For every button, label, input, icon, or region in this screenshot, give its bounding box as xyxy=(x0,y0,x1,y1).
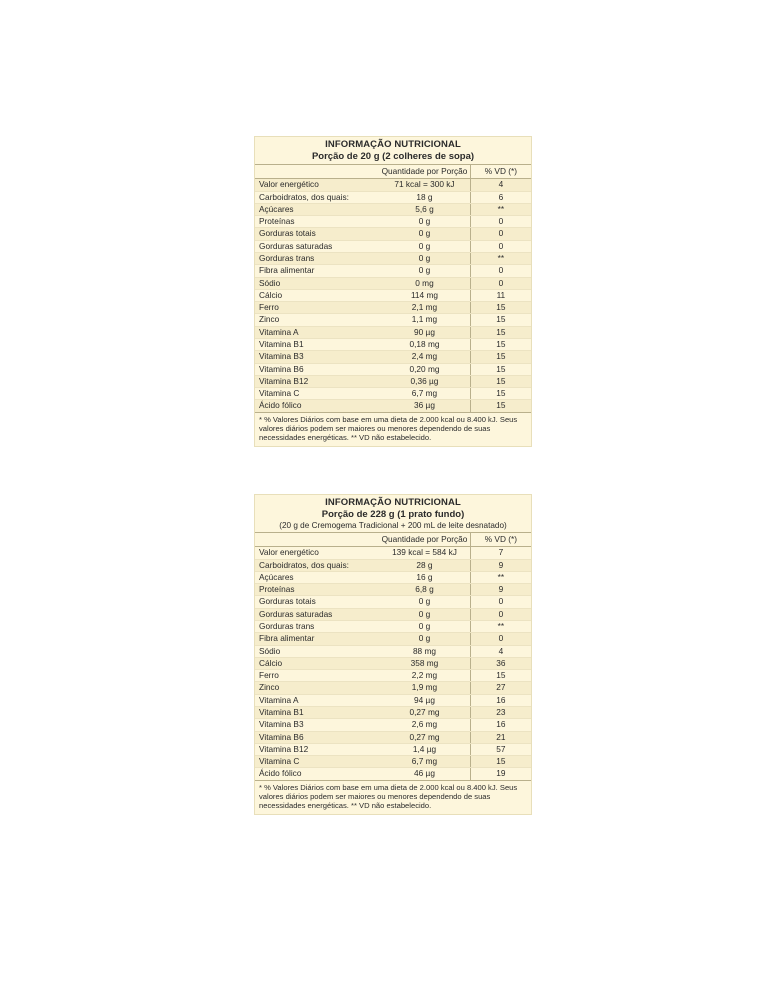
nutrient-amount: 16 g xyxy=(379,571,470,583)
nutrient-vd: 4 xyxy=(470,645,531,657)
header-daily-value: % VD (*) xyxy=(470,165,531,179)
table-row xyxy=(255,277,531,289)
nutrient-vd: ** xyxy=(470,252,531,264)
nutrient-amount: 1,1 mg xyxy=(379,314,470,326)
nutrient-amount: 0 g xyxy=(379,633,470,645)
nutrient-amount: 2,6 mg xyxy=(379,719,470,731)
nutrient-name: Fibra alimentar xyxy=(255,633,379,645)
table-header xyxy=(255,533,531,547)
nutrient-vd: 23 xyxy=(470,706,531,718)
nutrient-vd: 57 xyxy=(470,743,531,755)
table-row xyxy=(255,620,531,632)
table-row xyxy=(255,682,531,694)
nutrient-amount: 0,36 µg xyxy=(379,375,470,387)
nutrient-amount: 1,9 mg xyxy=(379,682,470,694)
nutrient-name: Vitamina B6 xyxy=(255,363,379,375)
nutrient-amount: 90 µg xyxy=(379,326,470,338)
nutrient-vd: 19 xyxy=(470,768,531,780)
nutrient-amount: 36 µg xyxy=(379,400,470,412)
table-row xyxy=(255,179,531,191)
nutrient-amount: 2,2 mg xyxy=(379,670,470,682)
nutrient-amount: 114 mg xyxy=(379,289,470,301)
nutrient-vd: 21 xyxy=(470,731,531,743)
panel-serving-composition: (20 g de Cremogema Tradicional + 200 mL de leite desnatado) xyxy=(255,520,531,533)
table-row xyxy=(255,400,531,412)
table-row xyxy=(255,608,531,620)
nutrient-vd: 36 xyxy=(470,657,531,669)
nutrient-name: Carboidratos, dos quais: xyxy=(255,191,379,203)
table-row xyxy=(255,694,531,706)
table-row xyxy=(255,571,531,583)
table-body xyxy=(255,547,531,780)
table-row xyxy=(255,731,531,743)
nutrient-vd: 9 xyxy=(470,559,531,571)
nutrient-vd: 15 xyxy=(470,400,531,412)
nutrient-vd: 16 xyxy=(470,719,531,731)
nutrient-amount: 0 g xyxy=(379,252,470,264)
table-row xyxy=(255,719,531,731)
nutrient-name: Proteínas xyxy=(255,584,379,596)
nutrient-vd: 15 xyxy=(470,302,531,314)
nutrient-amount: 0 mg xyxy=(379,277,470,289)
nutrient-name: Vitamina C xyxy=(255,388,379,400)
nutrient-amount: 0 g xyxy=(379,596,470,608)
nutrient-amount: 358 mg xyxy=(379,657,470,669)
table-row xyxy=(255,265,531,277)
table-row xyxy=(255,584,531,596)
nutrient-amount: 0 g xyxy=(379,228,470,240)
nutrient-vd: 0 xyxy=(470,240,531,252)
nutrient-name: Cálcio xyxy=(255,657,379,669)
panel-serving-size: Porção de 20 g (2 colheres de sopa) xyxy=(255,151,531,165)
panel-title: INFORMAÇÃO NUTRICIONAL xyxy=(325,497,461,508)
nutrient-amount: 0,18 mg xyxy=(379,338,470,350)
nutrient-vd: 15 xyxy=(470,388,531,400)
nutrient-amount: 0,27 mg xyxy=(379,731,470,743)
nutrient-name: Vitamina B3 xyxy=(255,351,379,363)
nutrient-vd: 0 xyxy=(470,277,531,289)
nutrient-name: Valor energético xyxy=(255,547,379,559)
panel-serving-size: Porção de 228 g (1 prato fundo) xyxy=(321,509,465,520)
table-row xyxy=(255,363,531,375)
nutrient-name: Ácido fólico xyxy=(255,768,379,780)
nutrient-vd: 15 xyxy=(470,314,531,326)
nutrient-amount: 6,8 g xyxy=(379,584,470,596)
nutrient-vd: 15 xyxy=(470,338,531,350)
nutrient-amount: 88 mg xyxy=(379,645,470,657)
nutrient-name: Vitamina B12 xyxy=(255,375,379,387)
header-daily-value: % VD (*) xyxy=(470,533,531,547)
nutrient-name: Cálcio xyxy=(255,289,379,301)
nutrient-name: Sódio xyxy=(255,645,379,657)
nutrient-name: Gorduras totais xyxy=(255,228,379,240)
nutrient-amount: 28 g xyxy=(379,559,470,571)
table-row xyxy=(255,302,531,314)
nutrient-name: Vitamina A xyxy=(255,326,379,338)
table-row xyxy=(255,252,531,264)
nutrient-vd: 9 xyxy=(470,584,531,596)
table-row xyxy=(255,657,531,669)
nutrition-panel-serving-228g xyxy=(254,494,532,815)
nutrient-name: Zinco xyxy=(255,314,379,326)
nutrient-name: Fibra alimentar xyxy=(255,265,379,277)
nutrient-vd: 0 xyxy=(470,216,531,228)
nutrition-table xyxy=(255,533,531,781)
nutrient-name: Vitamina B1 xyxy=(255,338,379,350)
nutrient-amount: 0 g xyxy=(379,608,470,620)
nutrient-vd: 15 xyxy=(470,670,531,682)
nutrient-amount: 0,27 mg xyxy=(379,706,470,718)
nutrient-amount: 6,7 mg xyxy=(379,388,470,400)
nutrient-name: Açúcares xyxy=(255,571,379,583)
table-row xyxy=(255,326,531,338)
nutrient-name: Vitamina B6 xyxy=(255,731,379,743)
table-row xyxy=(255,633,531,645)
nutrient-name: Vitamina A xyxy=(255,694,379,706)
nutrient-vd: 0 xyxy=(470,265,531,277)
nutrient-name: Açúcares xyxy=(255,203,379,215)
nutrient-amount: 0,20 mg xyxy=(379,363,470,375)
nutrient-vd: 0 xyxy=(470,633,531,645)
nutrient-amount: 18 g xyxy=(379,191,470,203)
nutrient-vd: 6 xyxy=(470,191,531,203)
table-row xyxy=(255,351,531,363)
nutrient-vd: 0 xyxy=(470,228,531,240)
table-row xyxy=(255,388,531,400)
table-row xyxy=(255,240,531,252)
nutrition-table xyxy=(255,165,531,413)
nutrient-name: Gorduras trans xyxy=(255,620,379,632)
nutrient-vd: 7 xyxy=(470,547,531,559)
nutrient-vd: 16 xyxy=(470,694,531,706)
nutrient-amount: 0 g xyxy=(379,216,470,228)
table-row xyxy=(255,743,531,755)
nutrient-name: Vitamina B12 xyxy=(255,743,379,755)
nutrient-vd: ** xyxy=(470,571,531,583)
table-row xyxy=(255,645,531,657)
nutrient-name: Sódio xyxy=(255,277,379,289)
nutrient-vd: 15 xyxy=(470,756,531,768)
nutrient-name: Valor energético xyxy=(255,179,379,191)
table-row xyxy=(255,756,531,768)
table-row xyxy=(255,228,531,240)
nutrient-name: Gorduras saturadas xyxy=(255,608,379,620)
nutrient-amount: 2,4 mg xyxy=(379,351,470,363)
table-row xyxy=(255,559,531,571)
nutrient-vd: 11 xyxy=(470,289,531,301)
table-body xyxy=(255,179,531,412)
table-header xyxy=(255,165,531,179)
nutrient-vd: 0 xyxy=(470,596,531,608)
table-row xyxy=(255,547,531,559)
nutrient-amount: 0 g xyxy=(379,240,470,252)
table-row xyxy=(255,768,531,780)
nutrient-name: Ácido fólico xyxy=(255,400,379,412)
nutrient-amount: 1,4 µg xyxy=(379,743,470,755)
table-row xyxy=(255,203,531,215)
nutrient-name: Vitamina C xyxy=(255,756,379,768)
nutrient-name: Gorduras saturadas xyxy=(255,240,379,252)
nutrient-name: Ferro xyxy=(255,670,379,682)
nutrient-vd: 15 xyxy=(470,351,531,363)
nutrient-name: Gorduras trans xyxy=(255,252,379,264)
panel-footnote: * % Valores Diários com base em uma dieta de 2.000 kcal ou 8.400 kJ. Seus valores diários podem ser maiores ou menores dependendo de suas necessidades energéticas. ** VD não estabelecido. xyxy=(259,782,518,811)
table-row xyxy=(255,314,531,326)
nutrition-panel-serving-20g xyxy=(254,136,532,447)
nutrient-vd: 4 xyxy=(470,179,531,191)
header-nutrient xyxy=(255,165,379,179)
header-amount-per-serving: Quantidade por Porção xyxy=(379,165,470,179)
table-row xyxy=(255,216,531,228)
nutrient-amount: 139 kcal = 584 kJ xyxy=(379,547,470,559)
panel-footnote: * % Valores Diários com base em uma dieta de 2.000 kcal ou 8.400 kJ. Seus valores diários podem ser maiores ou menores dependendo de suas necessidades energéticas. ** VD não estabelecido. xyxy=(259,414,518,443)
nutrient-vd: 0 xyxy=(470,608,531,620)
nutrient-vd: 15 xyxy=(470,363,531,375)
nutrient-amount: 94 µg xyxy=(379,694,470,706)
nutrient-amount: 5,6 g xyxy=(379,203,470,215)
nutrient-name: Carboidratos, dos quais: xyxy=(255,559,379,571)
header-row xyxy=(255,533,531,547)
table-row xyxy=(255,375,531,387)
header-row xyxy=(255,165,531,179)
nutrient-amount: 0 g xyxy=(379,620,470,632)
nutrient-vd: 15 xyxy=(470,326,531,338)
nutrient-name: Proteínas xyxy=(255,216,379,228)
table-row xyxy=(255,338,531,350)
nutrient-amount: 46 µg xyxy=(379,768,470,780)
panel-title: INFORMAÇÃO NUTRICIONAL xyxy=(325,139,461,150)
nutrient-vd: ** xyxy=(470,203,531,215)
nutrient-amount: 71 kcal = 300 kJ xyxy=(379,179,470,191)
nutrient-name: Gorduras totais xyxy=(255,596,379,608)
nutrient-name: Zinco xyxy=(255,682,379,694)
nutrient-amount: 0 g xyxy=(379,265,470,277)
table-row xyxy=(255,289,531,301)
nutrient-name: Vitamina B3 xyxy=(255,719,379,731)
table-row xyxy=(255,596,531,608)
nutrient-vd: 15 xyxy=(470,375,531,387)
header-amount-per-serving: Quantidade por Porção xyxy=(379,533,470,547)
table-row xyxy=(255,706,531,718)
nutrient-vd: ** xyxy=(470,620,531,632)
header-nutrient xyxy=(255,533,379,547)
nutrient-vd: 27 xyxy=(470,682,531,694)
nutrient-amount: 6,7 mg xyxy=(379,756,470,768)
table-row xyxy=(255,670,531,682)
nutrient-name: Vitamina B1 xyxy=(255,706,379,718)
table-row xyxy=(255,191,531,203)
nutrient-amount: 2,1 mg xyxy=(379,302,470,314)
nutrient-name: Ferro xyxy=(255,302,379,314)
